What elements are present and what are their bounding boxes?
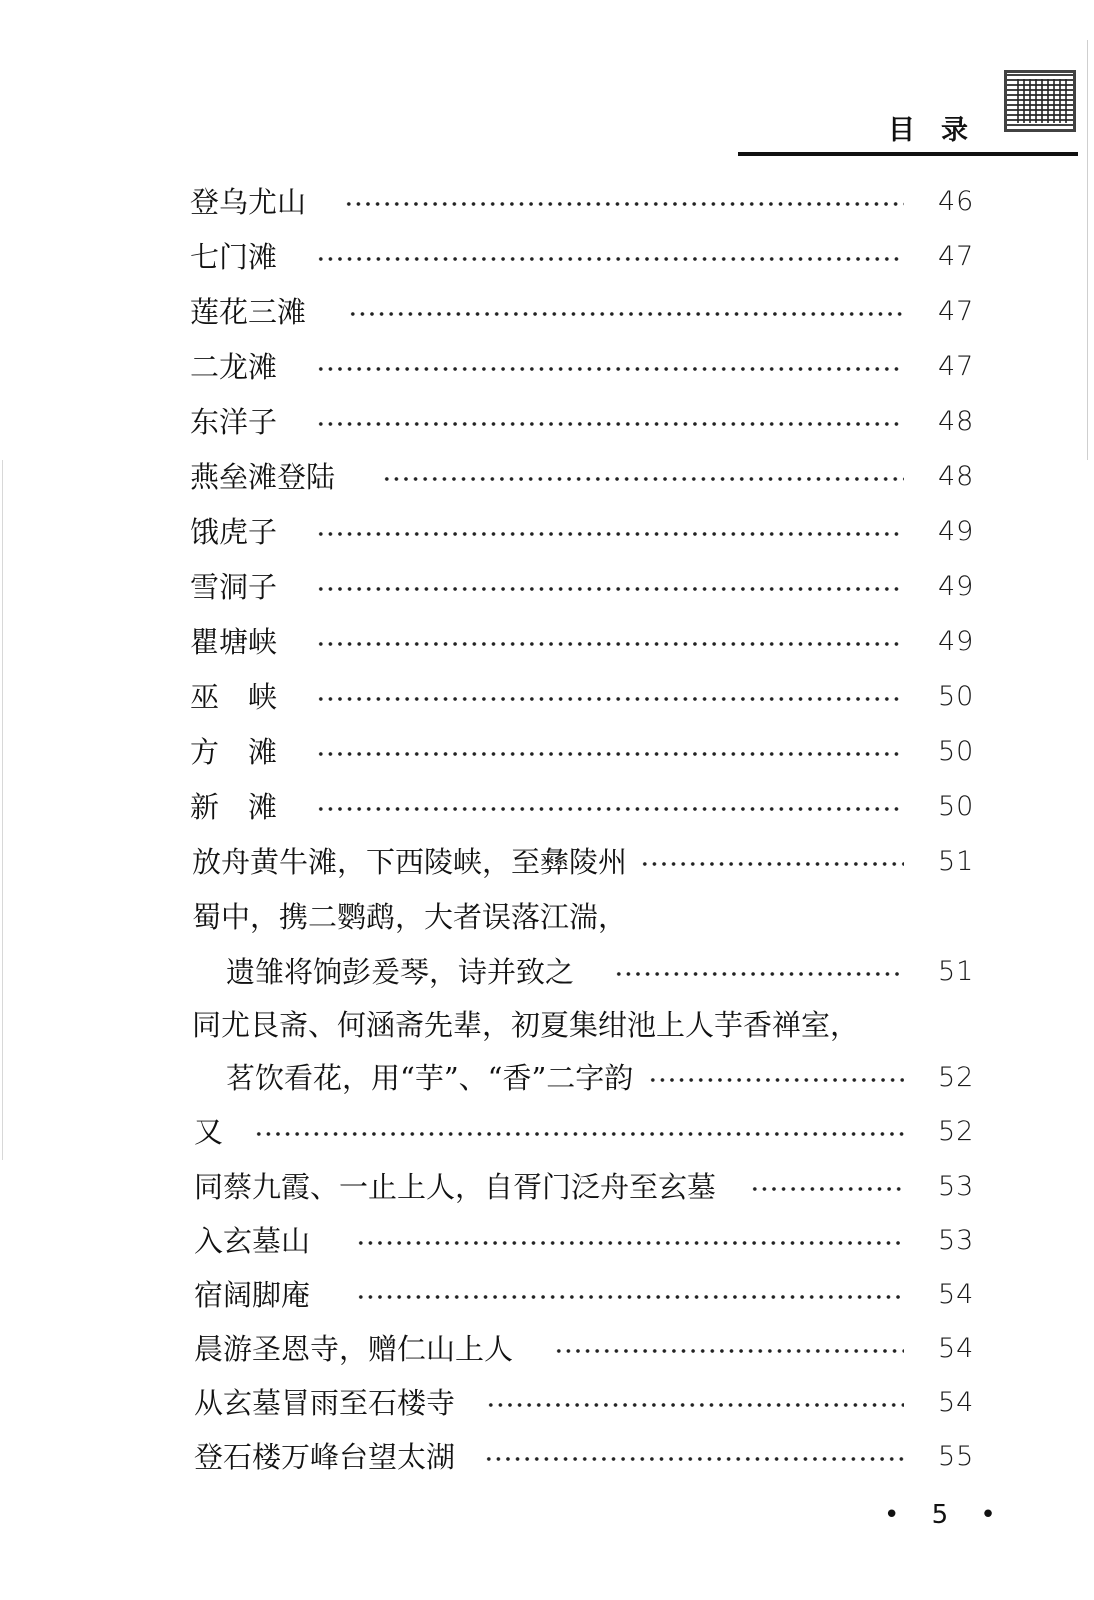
toc-entry-title: 七门滩 [190, 240, 278, 274]
toc-entry-page: 47 [938, 296, 975, 327]
toc-entry-title: 燕垒滩登陆 [190, 460, 336, 494]
leader-dots [316, 697, 904, 701]
toc-entry-title: 茗饮看花，用“芋”、“香”二字韵 [226, 1061, 634, 1095]
header-rule [738, 152, 1078, 156]
toc-entry [0, 952, 1094, 1000]
toc-entry [0, 842, 1094, 890]
toc-entry-title: 登乌尤山 [190, 185, 307, 219]
toc-entry-title: 方 滩 [190, 735, 278, 769]
toc-entry-page: 50 [938, 736, 975, 767]
toc-entry-page: 47 [938, 241, 975, 272]
leader-dots [316, 587, 904, 591]
leader-dots [344, 202, 904, 206]
leader-dots [316, 752, 904, 756]
toc-entry-page: 48 [938, 461, 975, 492]
leader-dots [316, 532, 904, 536]
toc-entry-title: 宿阔脚庵 [194, 1278, 311, 1312]
leader-dots [614, 972, 904, 976]
toc-entry-title: 巫 峡 [190, 680, 278, 714]
toc-entry-title: 晨游圣恩寺，赠仁山上人 [194, 1332, 514, 1366]
leader-dots [348, 312, 904, 316]
leader-dots [316, 642, 904, 646]
toc-entry [0, 1058, 1094, 1106]
leader-dots [640, 862, 904, 866]
toc-entry [0, 897, 1094, 945]
toc-entry-page: 50 [938, 681, 975, 712]
leader-dots [254, 1132, 904, 1136]
toc-entry [0, 1275, 1094, 1323]
toc-entry [0, 567, 1094, 615]
toc-entry [0, 622, 1094, 670]
seal-stamp-icon [1004, 70, 1076, 132]
leader-dots [554, 1349, 904, 1353]
toc-entry-page: 53 [938, 1171, 975, 1202]
toc-entry [0, 1112, 1094, 1160]
toc-entry-page: 49 [938, 626, 975, 657]
toc-entry-title: 雪洞子 [190, 570, 278, 604]
leader-dots [484, 1457, 904, 1461]
toc-entry [0, 1167, 1094, 1215]
toc-entry-title: 同尤艮斋、何涵斋先辈，初夏集绀池上人芋香禅室， [192, 1008, 860, 1042]
toc-entry-page: 51 [938, 846, 975, 877]
toc-entry [0, 677, 1094, 725]
leader-dots [316, 257, 904, 261]
page-header [738, 64, 1078, 160]
toc-entry-page: 54 [938, 1333, 975, 1364]
toc-entry-page: 52 [938, 1116, 975, 1147]
leader-dots [356, 1241, 904, 1245]
toc-entry-title: 二龙滩 [190, 350, 278, 384]
toc-entry-page: 49 [938, 571, 975, 602]
leader-dots [356, 1295, 904, 1299]
toc-entry [0, 1383, 1094, 1431]
toc-entry-title: 新 滩 [190, 790, 278, 824]
toc-entry-page: 53 [938, 1225, 975, 1256]
leader-dots [316, 367, 904, 371]
toc-entry-page: 54 [938, 1279, 975, 1310]
toc-entry [0, 1437, 1094, 1485]
toc-entry-page: 51 [938, 956, 975, 987]
toc-entry [0, 402, 1094, 450]
toc-entry-page: 46 [938, 186, 975, 217]
toc-entry-page: 54 [938, 1387, 975, 1418]
leader-dots [316, 422, 904, 426]
toc-entry [0, 347, 1094, 395]
toc-entry-title: 登石楼万峰台望太湖 [194, 1440, 456, 1474]
toc-entry [0, 732, 1094, 780]
toc-entry-title: 从玄墓冒雨至石楼寺 [194, 1386, 456, 1420]
toc-entry-title: 莲花三滩 [190, 295, 307, 329]
toc-entry-title: 饿虎子 [190, 515, 278, 549]
toc-entry-title: 蜀中，携二鹦鹉，大者误落江湍， [192, 900, 628, 934]
leader-dots [750, 1187, 904, 1191]
toc-entry-title: 同蔡九霞、一止上人，自胥门泛舟至玄墓 [194, 1170, 717, 1204]
toc-entry [0, 457, 1094, 505]
toc-entry [0, 787, 1094, 835]
toc-entry [0, 1221, 1094, 1269]
toc-entry-title: 瞿塘峡 [190, 625, 278, 659]
toc-entry-page: 52 [938, 1062, 975, 1093]
leader-dots [316, 807, 904, 811]
toc-entry [0, 1329, 1094, 1377]
toc-entry [0, 512, 1094, 560]
page-number: • 5 • [884, 1500, 1008, 1530]
toc-entry-page: 48 [938, 406, 975, 437]
toc-entry-title: 东洋子 [190, 405, 278, 439]
toc-entry [0, 292, 1094, 340]
toc-entry-title: 入玄墓山 [194, 1224, 311, 1258]
leader-dots [648, 1078, 904, 1082]
leader-dots [382, 477, 904, 481]
toc-entry-page: 55 [938, 1441, 975, 1472]
leader-dots [486, 1403, 904, 1407]
toc-entry-page: 47 [938, 351, 975, 382]
toc-entry-title: 放舟黄牛滩，下西陵峡，至彝陵州 [192, 845, 628, 879]
toc-entry-title: 又 [194, 1115, 224, 1149]
toc-entry [0, 237, 1094, 285]
toc-entry-page: 49 [938, 516, 975, 547]
toc-entry-page: 50 [938, 791, 975, 822]
toc-entry [0, 182, 1094, 230]
toc-entry-title: 遗雏将饷彭爰琴，诗并致之 [226, 955, 575, 989]
toc-entry [0, 1005, 1094, 1053]
page-title: 目录 [888, 115, 994, 146]
